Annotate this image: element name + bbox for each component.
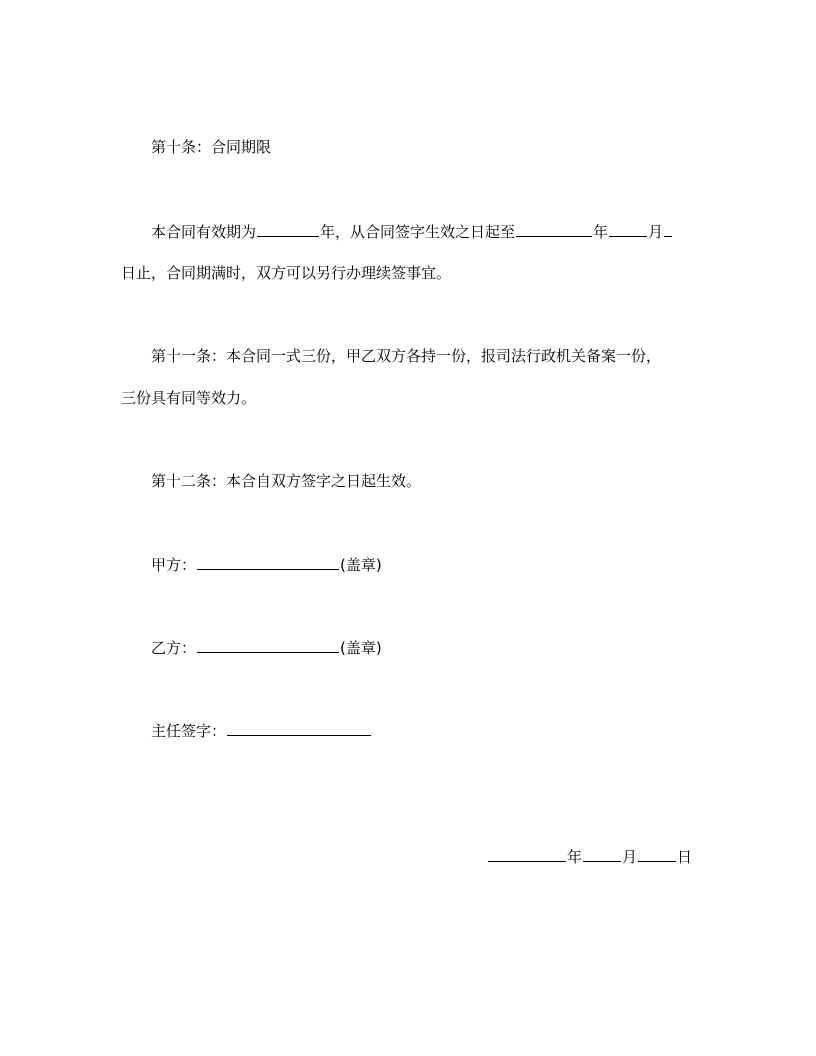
term-years-blank[interactable]: [257, 221, 319, 237]
end-day-blank[interactable]: [664, 221, 672, 237]
date-day-blank[interactable]: [638, 846, 676, 862]
date-month-blank[interactable]: [583, 846, 621, 862]
article-10-renewal-line: 日止，合同期满时，双方可以另行办理续签事宜。: [121, 264, 452, 282]
party-b-blank[interactable]: [197, 637, 339, 653]
end-year-blank[interactable]: [516, 221, 592, 237]
party-a-signature-line: [151, 554, 382, 575]
party-a-label: 甲方：: [151, 556, 197, 574]
party-a-blank[interactable]: [197, 554, 339, 570]
date-year-label: 年: [567, 848, 583, 866]
date-line: [487, 846, 692, 867]
article-11-line-2: 三份具有同等效力。: [121, 389, 257, 407]
date-month-label: 月: [622, 848, 638, 866]
article-10-title: 第十条：合同期限: [151, 138, 272, 156]
term-text-b: 年，从合同签字生效之日起至: [320, 223, 516, 241]
date-day-label: 日: [677, 848, 693, 866]
article-11-line-1: 第十一条：本合同一式三份，甲乙双方各持一份，报司法行政机关备案一份，: [151, 347, 662, 365]
term-text-a: 本合同有效期为: [151, 223, 257, 241]
director-blank[interactable]: [227, 720, 371, 736]
party-a-seal-note: (盖章): [340, 556, 382, 574]
party-b-label: 乙方：: [151, 639, 197, 657]
term-text-c: 年: [593, 223, 609, 241]
director-signature-line: [151, 720, 372, 741]
article-10-term-line: [151, 221, 673, 242]
party-b-signature-line: [151, 637, 382, 658]
director-label: 主任签字：: [151, 722, 227, 740]
end-month-blank[interactable]: [609, 221, 647, 237]
date-year-blank[interactable]: [488, 846, 566, 862]
term-text-d: 月: [648, 223, 664, 241]
article-12-text: 第十二条：本合自双方签字之日起生效。: [151, 472, 422, 490]
party-b-seal-note: (盖章): [340, 639, 382, 657]
